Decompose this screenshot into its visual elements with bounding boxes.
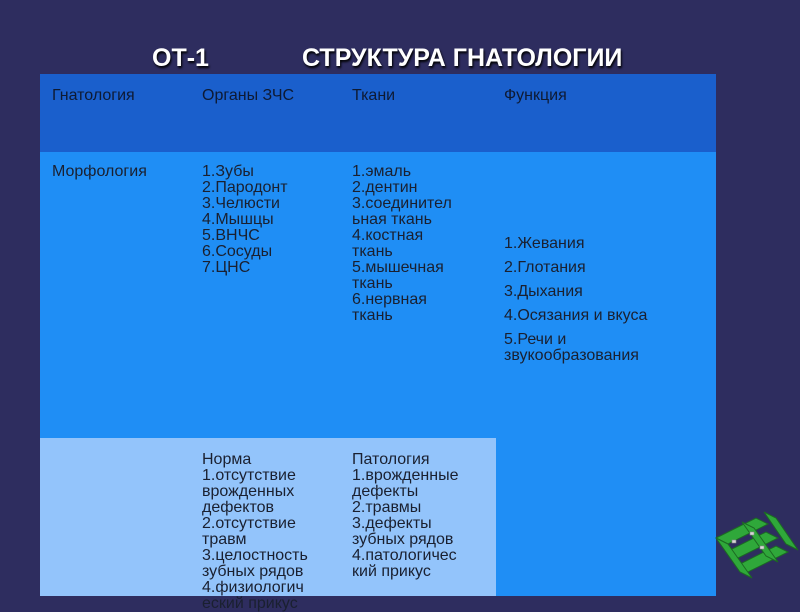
norm-line: травм [202,531,247,548]
norm-line: 1.отсутствие [202,467,296,484]
pathology-line: кий прикус [352,563,431,580]
pathology-line: зубных рядов [352,531,454,548]
function-item: 5.Речи и звукообразования [504,331,639,364]
organ-item: 2.Пародонт [202,179,288,196]
tissue-line: ткань [352,243,393,260]
norm-line: Норма [202,451,252,468]
pathology-line: 4.патологичес [352,547,457,564]
norm-pathology-row [40,438,496,612]
pathology-line: дефекты [352,483,419,500]
function-item: 1.Жевания [504,235,585,252]
header-gnathology: Гнатология [52,87,135,104]
slide-heading: СТРУКТУРА ГНАТОЛОГИИ [302,44,623,72]
organ-item: 1.Зубы [202,163,254,180]
morphology-row [40,152,496,438]
tissue-line: ьная ткань [352,211,432,228]
tissue-line: ткань [352,275,393,292]
tissues-list [352,164,452,324]
organ-item: 7.ЦНС [202,259,251,276]
pathology-line: 1.врожденные [352,467,459,484]
pathology-line: Патология [352,451,430,468]
tissue-line: 5.мышечная [352,259,444,276]
organ-item: 5.ВНЧС [202,227,260,244]
organ-item: 3.Челюсти [202,195,280,212]
tissue-line: 2.дентин [352,179,418,196]
table-header-row [40,74,716,152]
function-list [504,236,647,372]
slide-code: ОТ-1 [152,44,209,72]
morphology-label: Морфология [52,163,147,180]
gnathology-table [40,74,716,612]
tissue-line: 1.эмаль [352,163,412,180]
tissue-line: 4.костная [352,227,424,244]
norm-line: дефектов [202,499,275,516]
function-item: 4.Осязания и вкуса [504,307,648,324]
norm-line: 4.физиологич [202,579,304,596]
pathology-line: 2.травмы [352,499,422,516]
norm-line: 2.отсутствие [202,515,296,532]
norm-line: 3.целостность [202,547,308,564]
function-item: 3.Дыхания [504,283,583,300]
norm-line: зубных рядов [202,563,304,580]
tissue-line: 6.нервная [352,291,427,308]
pathology-list [352,452,458,580]
header-function: Функция [504,87,567,104]
header-tissues: Ткани [352,87,396,104]
lattice-decoration-icon [712,500,800,580]
organs-list [202,164,288,276]
organ-item: 6.Сосуды [202,243,273,260]
function-column [496,152,716,596]
header-organs: Органы ЗЧС [202,87,295,104]
tissue-line: 3.соединител [352,195,452,212]
slide-title [0,44,800,76]
pathology-line: 3.дефекты [352,515,432,532]
organ-item: 4.Мышцы [202,211,274,228]
norm-list [202,452,308,612]
norm-line: еский прикус [202,595,298,612]
function-item: 2.Глотания [504,259,586,276]
tissue-line: ткань [352,307,393,324]
norm-line: врожденных [202,483,295,500]
